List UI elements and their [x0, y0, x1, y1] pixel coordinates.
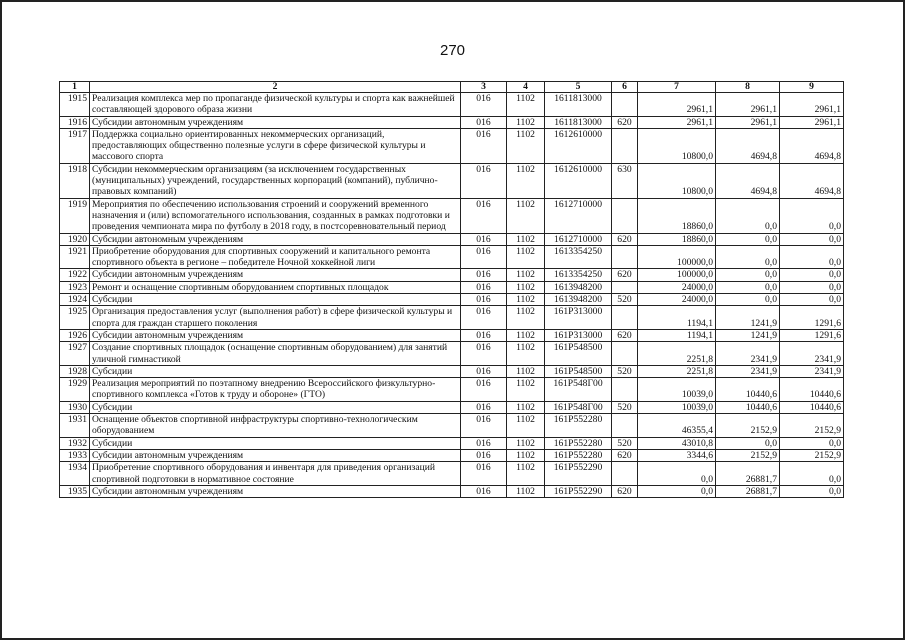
- table-body: [60, 93, 844, 498]
- target-article-cell: 161P548Г00: [545, 401, 612, 413]
- target-article-cell: 161P548Г00: [545, 378, 612, 402]
- target-article-cell: 161P552280: [545, 437, 612, 449]
- budget-table: [59, 81, 844, 498]
- item-name-cell: Субсидии автономным учреждениям: [90, 485, 461, 497]
- row-number-cell: 1919: [60, 198, 90, 233]
- amount-cell: 2961,1: [716, 93, 780, 117]
- target-article-cell: 1613354250: [545, 245, 612, 269]
- ministry-code-cell: 016: [461, 281, 507, 293]
- amount-cell: 1194,1: [638, 329, 716, 341]
- row-number-cell: 1927: [60, 342, 90, 366]
- section-code-cell: 1102: [507, 198, 545, 233]
- section-code-cell: 1102: [507, 245, 545, 269]
- expense-type-cell: [612, 198, 638, 233]
- target-article-cell: 161P548500: [545, 342, 612, 366]
- column-header: 6: [612, 82, 638, 93]
- expense-type-cell: 620: [612, 449, 638, 461]
- amount-cell: 100000,0: [638, 269, 716, 281]
- expense-type-cell: 620: [612, 329, 638, 341]
- amount-cell: 4694,8: [780, 163, 844, 198]
- amount-cell: 2152,9: [780, 414, 844, 438]
- section-code-cell: 1102: [507, 449, 545, 461]
- expense-type-cell: [612, 414, 638, 438]
- ministry-code-cell: 016: [461, 437, 507, 449]
- expense-type-cell: [612, 342, 638, 366]
- target-article-cell: 1613354250: [545, 269, 612, 281]
- amount-cell: 2152,9: [716, 449, 780, 461]
- ministry-code-cell: 016: [461, 93, 507, 117]
- item-name-cell: Реализация мероприятий по поэтапному внедрению Всероссийского физкультурно-спортивного комплекса «Готов к труду и обороне» (ГТО): [90, 378, 461, 402]
- target-article-cell: 161P552280: [545, 414, 612, 438]
- section-code-cell: 1102: [507, 128, 545, 163]
- ministry-code-cell: 016: [461, 116, 507, 128]
- target-article-cell: 161P552280: [545, 449, 612, 461]
- expense-type-cell: 620: [612, 269, 638, 281]
- table-row: [60, 245, 844, 269]
- amount-cell: 1291,6: [780, 306, 844, 330]
- ministry-code-cell: 016: [461, 269, 507, 281]
- target-article-cell: 161P548500: [545, 365, 612, 377]
- row-number-cell: 1935: [60, 485, 90, 497]
- amount-cell: 2961,1: [638, 93, 716, 117]
- amount-cell: 2341,9: [780, 342, 844, 366]
- target-article-cell: 1611813000: [545, 93, 612, 117]
- section-code-cell: 1102: [507, 437, 545, 449]
- expense-type-cell: 520: [612, 437, 638, 449]
- table-row: [60, 281, 844, 293]
- column-header: 5: [545, 82, 612, 93]
- row-number-cell: 1917: [60, 128, 90, 163]
- table-row: [60, 163, 844, 198]
- target-article-cell: 161P313000: [545, 306, 612, 330]
- table-row: [60, 116, 844, 128]
- expense-type-cell: 620: [612, 233, 638, 245]
- item-name-cell: Субсидии автономным учреждениям: [90, 116, 461, 128]
- amount-cell: 0,0: [716, 233, 780, 245]
- column-header: 4: [507, 82, 545, 93]
- table-row: [60, 198, 844, 233]
- section-code-cell: 1102: [507, 163, 545, 198]
- section-code-cell: 1102: [507, 233, 545, 245]
- expense-type-cell: [612, 245, 638, 269]
- amount-cell: 26881,7: [716, 462, 780, 486]
- table-row: [60, 437, 844, 449]
- target-article-cell: 1613948200: [545, 294, 612, 306]
- row-number-cell: 1921: [60, 245, 90, 269]
- amount-cell: 3344,6: [638, 449, 716, 461]
- amount-cell: 18860,0: [638, 233, 716, 245]
- section-code-cell: 1102: [507, 294, 545, 306]
- column-header: 2: [90, 82, 461, 93]
- table-row: [60, 401, 844, 413]
- amount-cell: 0,0: [638, 485, 716, 497]
- section-code-cell: 1102: [507, 306, 545, 330]
- item-name-cell: Организация предоставления услуг (выполнения работ) в сфере физической культуры и спорта для граждан старшего поколения: [90, 306, 461, 330]
- row-number-cell: 1920: [60, 233, 90, 245]
- row-number-cell: 1931: [60, 414, 90, 438]
- amount-cell: 0,0: [780, 198, 844, 233]
- amount-cell: 10039,0: [638, 401, 716, 413]
- amount-cell: 0,0: [780, 462, 844, 486]
- table-row: [60, 269, 844, 281]
- row-number-cell: 1924: [60, 294, 90, 306]
- expense-type-cell: 520: [612, 401, 638, 413]
- amount-cell: 43010,8: [638, 437, 716, 449]
- amount-cell: 2961,1: [780, 93, 844, 117]
- ministry-code-cell: 016: [461, 449, 507, 461]
- ministry-code-cell: 016: [461, 163, 507, 198]
- amount-cell: 2961,1: [716, 116, 780, 128]
- target-article-cell: 1612710000: [545, 198, 612, 233]
- expense-type-cell: [612, 281, 638, 293]
- amount-cell: 10440,6: [780, 378, 844, 402]
- section-code-cell: 1102: [507, 269, 545, 281]
- section-code-cell: 1102: [507, 93, 545, 117]
- table-row: [60, 294, 844, 306]
- expense-type-cell: 620: [612, 485, 638, 497]
- column-header: 9: [780, 82, 844, 93]
- amount-cell: 10039,0: [638, 378, 716, 402]
- ministry-code-cell: 016: [461, 342, 507, 366]
- item-name-cell: Субсидии: [90, 401, 461, 413]
- item-name-cell: Мероприятия по обеспечению использования строений и сооружений временного назначения и (или) вспомогательного использования, созданных в рамках подготовки и проведения чемпионата мира по футболу в 2018 году, в постсоревновательный период: [90, 198, 461, 233]
- amount-cell: 0,0: [780, 245, 844, 269]
- amount-cell: 10440,6: [716, 401, 780, 413]
- ministry-code-cell: 016: [461, 462, 507, 486]
- item-name-cell: Оснащение объектов спортивной инфраструктуры спортивно-технологическим оборудованием: [90, 414, 461, 438]
- section-code-cell: 1102: [507, 401, 545, 413]
- table-row: [60, 449, 844, 461]
- ministry-code-cell: 016: [461, 198, 507, 233]
- amount-cell: 2251,8: [638, 365, 716, 377]
- amount-cell: 0,0: [780, 485, 844, 497]
- expense-type-cell: [612, 306, 638, 330]
- ministry-code-cell: 016: [461, 245, 507, 269]
- item-name-cell: Приобретение оборудования для спортивных сооружений и капитального ремонта спортивного объекта в регионе – победителе Ночной хоккейной лиги: [90, 245, 461, 269]
- section-code-cell: 1102: [507, 365, 545, 377]
- row-number-cell: 1929: [60, 378, 90, 402]
- amount-cell: 2341,9: [716, 365, 780, 377]
- amount-cell: 4694,8: [716, 128, 780, 163]
- row-number-cell: 1930: [60, 401, 90, 413]
- ministry-code-cell: 016: [461, 233, 507, 245]
- amount-cell: 46355,4: [638, 414, 716, 438]
- amount-cell: 10800,0: [638, 128, 716, 163]
- item-name-cell: Субсидии: [90, 294, 461, 306]
- amount-cell: 0,0: [780, 269, 844, 281]
- target-article-cell: 161P313000: [545, 329, 612, 341]
- amount-cell: 0,0: [780, 281, 844, 293]
- item-name-cell: Ремонт и оснащение спортивным оборудованием спортивных площадок: [90, 281, 461, 293]
- expense-type-cell: 630: [612, 163, 638, 198]
- amount-cell: 0,0: [780, 233, 844, 245]
- expense-type-cell: [612, 93, 638, 117]
- amount-cell: 2341,9: [780, 365, 844, 377]
- item-name-cell: Приобретение спортивного оборудования и инвентаря для приведения организаций спортивной подготовки в нормативное состояние: [90, 462, 461, 486]
- table-row: [60, 462, 844, 486]
- row-number-cell: 1932: [60, 437, 90, 449]
- row-number-cell: 1916: [60, 116, 90, 128]
- section-code-cell: 1102: [507, 281, 545, 293]
- column-header: 1: [60, 82, 90, 93]
- row-number-cell: 1915: [60, 93, 90, 117]
- amount-cell: 2961,1: [638, 116, 716, 128]
- amount-cell: 100000,0: [638, 245, 716, 269]
- ministry-code-cell: 016: [461, 306, 507, 330]
- table-row: [60, 365, 844, 377]
- item-name-cell: Субсидии автономным учреждениям: [90, 329, 461, 341]
- row-number-cell: 1922: [60, 269, 90, 281]
- item-name-cell: Поддержка социально ориентированных некоммерческих организаций, предоставляющих общественно полезные услуги в сфере физической культуры и массового спорта: [90, 128, 461, 163]
- amount-cell: 2152,9: [780, 449, 844, 461]
- amount-cell: 0,0: [716, 269, 780, 281]
- expense-type-cell: 620: [612, 116, 638, 128]
- ministry-code-cell: 016: [461, 329, 507, 341]
- section-code-cell: 1102: [507, 342, 545, 366]
- expense-type-cell: [612, 462, 638, 486]
- row-number-cell: 1918: [60, 163, 90, 198]
- amount-cell: 0,0: [716, 294, 780, 306]
- amount-cell: 0,0: [716, 437, 780, 449]
- target-article-cell: 1613948200: [545, 281, 612, 293]
- ministry-code-cell: 016: [461, 294, 507, 306]
- expense-type-cell: [612, 378, 638, 402]
- amount-cell: 0,0: [716, 198, 780, 233]
- table-row: [60, 233, 844, 245]
- table-row: [60, 342, 844, 366]
- item-name-cell: Субсидии: [90, 365, 461, 377]
- section-code-cell: 1102: [507, 414, 545, 438]
- item-name-cell: Субсидии автономным учреждениям: [90, 449, 461, 461]
- table-row: [60, 378, 844, 402]
- row-number-cell: 1925: [60, 306, 90, 330]
- table-row: [60, 128, 844, 163]
- row-number-cell: 1933: [60, 449, 90, 461]
- ministry-code-cell: 016: [461, 365, 507, 377]
- table-row: [60, 329, 844, 341]
- amount-cell: 1241,9: [716, 329, 780, 341]
- column-header: 3: [461, 82, 507, 93]
- amount-cell: 2251,8: [638, 342, 716, 366]
- amount-cell: 24000,0: [638, 281, 716, 293]
- amount-cell: 24000,0: [638, 294, 716, 306]
- row-number-cell: 1923: [60, 281, 90, 293]
- row-number-cell: 1928: [60, 365, 90, 377]
- amount-cell: 2341,9: [716, 342, 780, 366]
- amount-cell: 4694,8: [716, 163, 780, 198]
- table-header-row: [60, 82, 844, 93]
- item-name-cell: Субсидии: [90, 437, 461, 449]
- expense-type-cell: [612, 128, 638, 163]
- item-name-cell: Создание спортивных площадок (оснащение спортивным оборудованием) для занятий уличной гимнастикой: [90, 342, 461, 366]
- section-code-cell: 1102: [507, 329, 545, 341]
- target-article-cell: 1612610000: [545, 163, 612, 198]
- table-row: [60, 93, 844, 117]
- amount-cell: 18860,0: [638, 198, 716, 233]
- column-header: 7: [638, 82, 716, 93]
- row-number-cell: 1926: [60, 329, 90, 341]
- section-code-cell: 1102: [507, 378, 545, 402]
- expense-type-cell: 520: [612, 365, 638, 377]
- amount-cell: 2961,1: [780, 116, 844, 128]
- row-number-cell: 1934: [60, 462, 90, 486]
- amount-cell: 0,0: [716, 281, 780, 293]
- amount-cell: 1194,1: [638, 306, 716, 330]
- amount-cell: 10800,0: [638, 163, 716, 198]
- section-code-cell: 1102: [507, 485, 545, 497]
- amount-cell: 10440,6: [780, 401, 844, 413]
- amount-cell: 2152,9: [716, 414, 780, 438]
- ministry-code-cell: 016: [461, 485, 507, 497]
- section-code-cell: 1102: [507, 116, 545, 128]
- item-name-cell: Реализация комплекса мер по пропаганде физической культуры и спорта как важнейшей составляющей здорового образа жизни: [90, 93, 461, 117]
- ministry-code-cell: 016: [461, 401, 507, 413]
- item-name-cell: Субсидии автономным учреждениям: [90, 269, 461, 281]
- table-row: [60, 485, 844, 497]
- ministry-code-cell: 016: [461, 128, 507, 163]
- amount-cell: 0,0: [780, 294, 844, 306]
- amount-cell: 0,0: [780, 437, 844, 449]
- expense-type-cell: 520: [612, 294, 638, 306]
- target-article-cell: 161P552290: [545, 462, 612, 486]
- target-article-cell: 1611813000: [545, 116, 612, 128]
- section-code-cell: 1102: [507, 462, 545, 486]
- target-article-cell: 1612610000: [545, 128, 612, 163]
- amount-cell: 0,0: [638, 462, 716, 486]
- item-name-cell: Субсидии некоммерческим организациям (за исключением государственных (муниципальных) учреждений, государственных корпораций (компаний), публично-правовых компаний): [90, 163, 461, 198]
- amount-cell: 10440,6: [716, 378, 780, 402]
- item-name-cell: Субсидии автономным учреждениям: [90, 233, 461, 245]
- ministry-code-cell: 016: [461, 378, 507, 402]
- amount-cell: 0,0: [716, 245, 780, 269]
- target-article-cell: 161P552290: [545, 485, 612, 497]
- column-header: 8: [716, 82, 780, 93]
- amount-cell: 4694,8: [780, 128, 844, 163]
- page-number: 270: [439, 42, 466, 59]
- table-row: [60, 306, 844, 330]
- amount-cell: 26881,7: [716, 485, 780, 497]
- amount-cell: 1291,6: [780, 329, 844, 341]
- amount-cell: 1241,9: [716, 306, 780, 330]
- table-row: [60, 414, 844, 438]
- target-article-cell: 1612710000: [545, 233, 612, 245]
- ministry-code-cell: 016: [461, 414, 507, 438]
